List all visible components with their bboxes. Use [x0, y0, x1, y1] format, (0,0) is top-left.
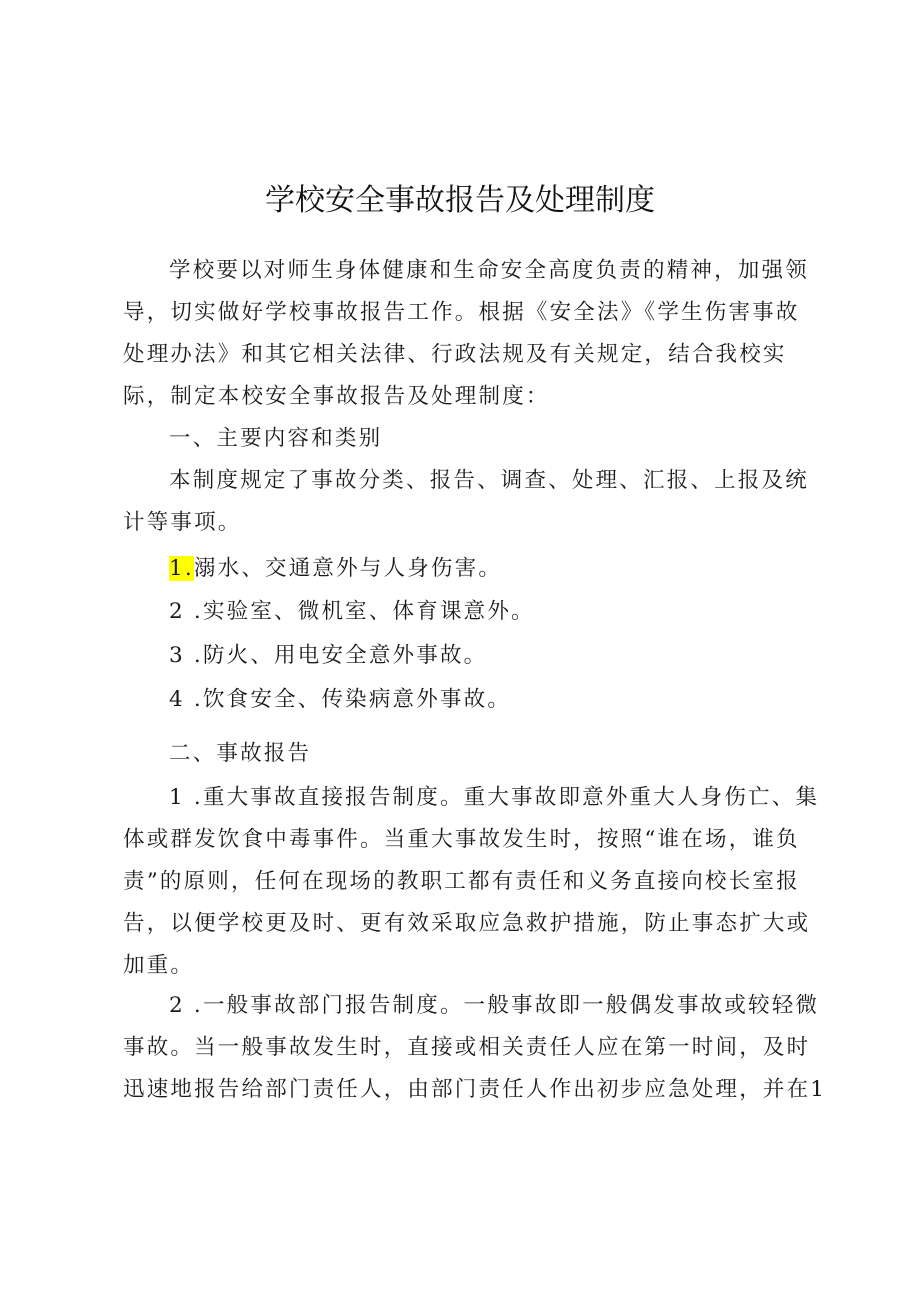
s2-p1-line-1: 1 .重大事故直接报告制度。重大事故即意外重大人身伤亡、集	[169, 785, 820, 810]
document-title: 学校安全事故报告及处理制度	[265, 183, 655, 218]
intro-line-2: 导，切实做好学校事故报告工作。根据《安全法》《学生伤害事故	[123, 300, 800, 325]
s2-p1-line-4: 告，以便学校更及时、更有效采取应急救护措施，防止事态扩大或	[123, 911, 811, 936]
item-4-text: 4 .饮食安全、传染病意外事故。	[169, 687, 512, 712]
item-2-text: 2 .实验室、微机室、体育课意外。	[169, 599, 535, 624]
section-2-paragraph-2	[123, 985, 827, 1111]
section-1-heading-block	[123, 418, 813, 460]
item-1-text: 溺水、交通意外与人身伤害。	[193, 556, 503, 581]
s2-p2-line-1: 2 .一般事故部门报告制度。一般事故即一般偶发事故或较轻微	[169, 993, 820, 1018]
section-1-desc-line-2: 计等事项。	[123, 510, 242, 535]
intro-paragraph	[123, 250, 813, 418]
intro-line-1: 学校要以对师生身体健康和生命安全高度负责的精神，加强领	[169, 258, 809, 283]
section-1-desc-line-1: 本制度规定了事故分类、报告、调查、处理、汇报、上报及统	[169, 468, 809, 493]
item-1-number-highlight: 1.	[169, 556, 194, 581]
s2-p1-line-2: 体或群发饮食中毒事件。当重大事故发生时，按照“谁在场，谁负	[123, 827, 800, 852]
section-1-heading: 一、主要内容和类别	[169, 426, 383, 451]
section-2-heading-block	[123, 733, 813, 775]
intro-line-3: 处理办法》和其它相关法律、行政法规及有关规定，结合我校实	[123, 342, 787, 367]
item-3-text: 3 .防火、用电安全意外事故。	[169, 643, 488, 668]
section-1-description	[123, 460, 813, 544]
s2-p1-line-5: 加重。	[123, 953, 195, 978]
section-2-paragraph-1	[123, 777, 820, 987]
section-2-heading: 二、事故报告	[169, 741, 312, 766]
s2-p2-line-2: 事故。当一般事故发生时，直接或相关责任人应在第一时间，及时	[123, 1035, 811, 1060]
s2-p2-line-3: 迅速地报告给部门责任人，由部门责任人作出初步应急处理，并在1	[123, 1077, 827, 1102]
list-item-1	[123, 548, 813, 590]
s2-p1-line-3: 责”的原则，任何在现场的教职工都有责任和义务直接向校长室报	[123, 869, 800, 894]
list-item-4	[123, 679, 813, 721]
list-item-3	[123, 635, 813, 677]
intro-line-4: 际，制定本校安全事故报告及处理制度：	[123, 384, 550, 409]
list-item-2	[123, 591, 813, 633]
